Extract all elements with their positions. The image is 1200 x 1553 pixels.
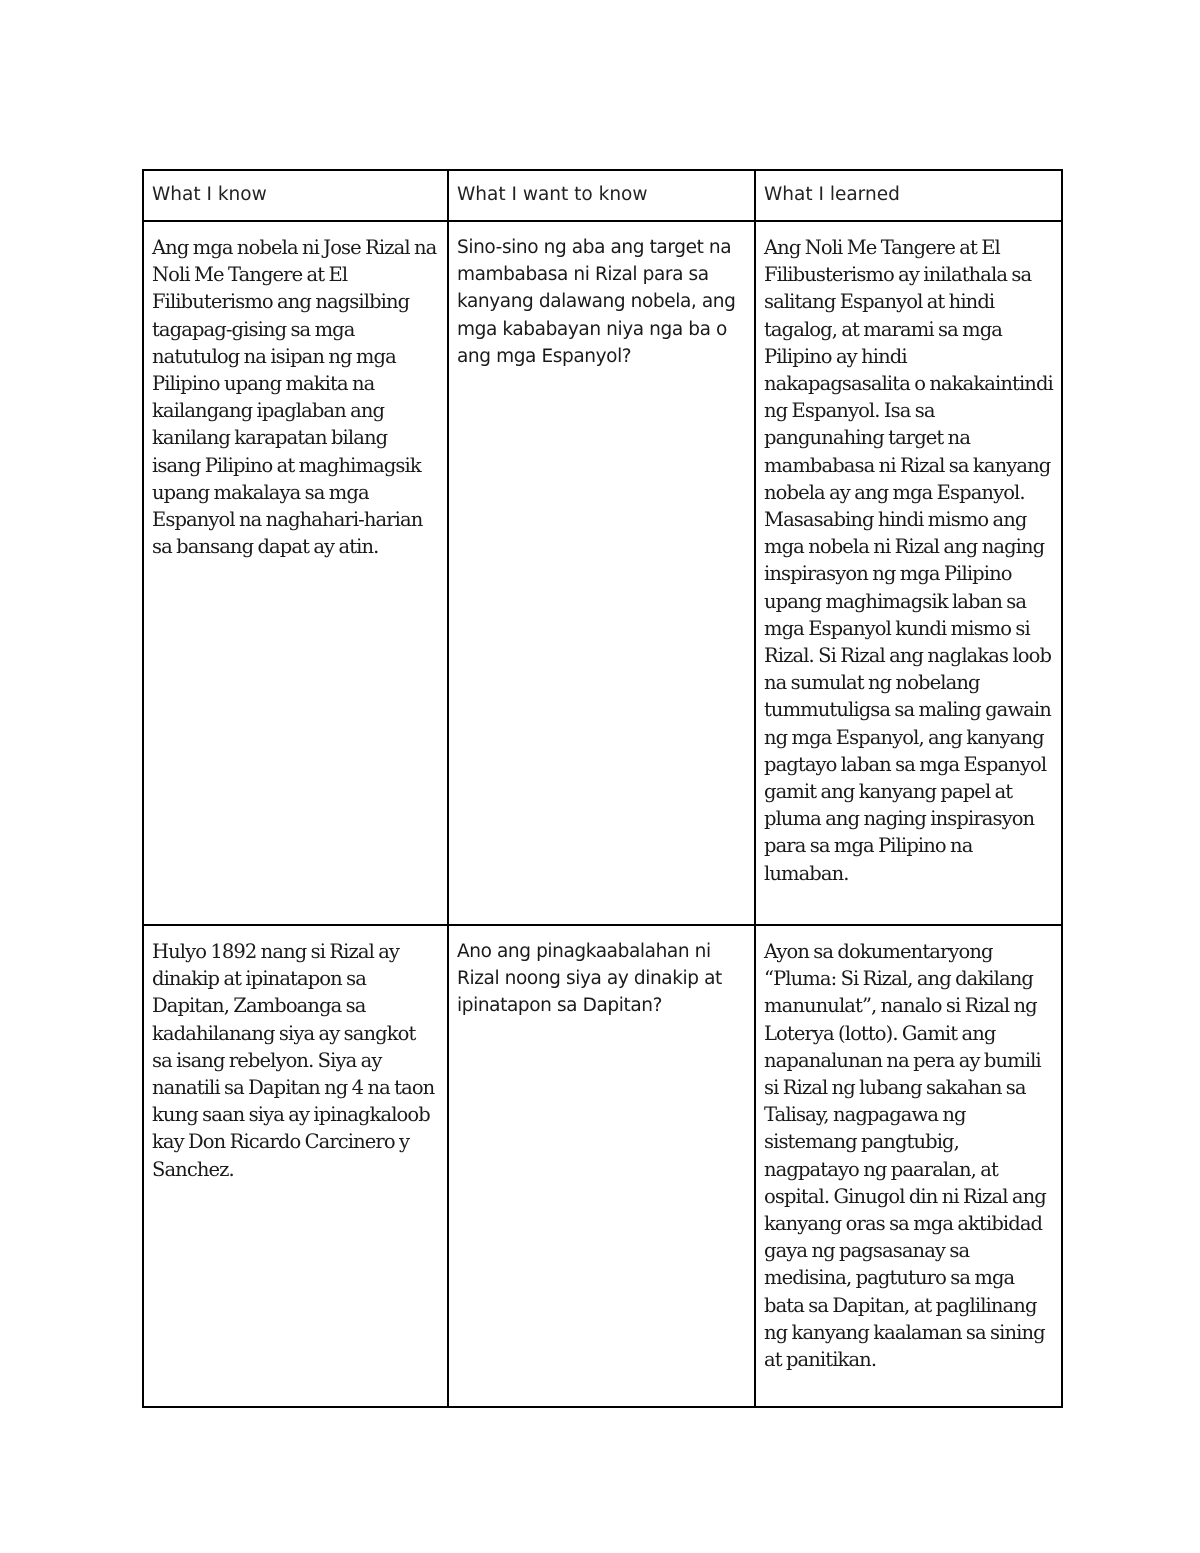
cell-want: Ano ang pinagkaabalahan ni Rizal noong siya ay dinakip at ipinatapon sa Dapitan? (448, 925, 755, 1407)
cell-know: Hulyo 1892 nang si Rizal ay dinakip at ipinatapon sa Dapitan, Zamboanga sa kadahilanang siya ay sangkot sa isang rebelyon. Siya ay nanatili sa Dapitan ng 4 na taon kung saan siya ay ipinagkaloob kay Don Ricardo Carcinero y Sanchez. (143, 925, 448, 1407)
table-row (143, 925, 1062, 1407)
cell-learned: Ang Noli Me Tangere at El Filibusterismo ay inilathala sa salitang Espanyol at hindi tagalog, at marami sa mga Pilipino ay hindi nakapagsasalita o nakakaintindi ng Espanyol. Isa sa pangunahing target na mambabasa ni Rizal sa kanyang nobela ay ang mga Espanyol. Masasabing hindi mismo ang mga nobela ni Rizal ang naging inspirasyon ng mga Pilipino upang maghimagsik laban sa mga Espanyol kundi mismo si Rizal. Si Rizal ang naglakas loob na sumulat ng nobelang tummutuligsa sa maling gawain ng mga Espanyol, ang kanyang pagtayo laban sa mga Espanyol gamit ang kanyang papel at pluma ang naging inspirasyon para sa mga Pilipino na lumaban. (755, 221, 1062, 925)
cell-learned: Ayon sa dokumentaryong “Pluma: Si Rizal, ang dakilang manunulat”, nanalo si Rizal ng Loterya (lotto). Gamit ang napanalunan na pera ay bumili si Rizal ng lubang sakahan sa Talisay, nagpagawa ng sistemang pangtubig, nagpatayo ng paaralan, at ospital. Ginugol din ni Rizal ang kanyang oras sa mga aktibidad gaya ng pagsasanay sa medisina, pagtuturo sa mga bata sa Dapitan, at paglilinang ng kanyang kaalaman sa sining at panitikan. (755, 925, 1062, 1407)
header-what-i-know: What I know (143, 170, 448, 221)
table-row (143, 221, 1062, 925)
table-header-row (143, 170, 1062, 221)
header-what-i-learned: What I learned (755, 170, 1062, 221)
cell-know: Ang mga nobela ni Jose Rizal na Noli Me Tangere at El Filibuterismo ang nagsilbing tagapag-gising sa mga natutulog na isipan ng mga Pilipino upang makita na kailangang ipaglaban ang kanilang karapatan bilang isang Pilipino at maghimagsik upang makalaya sa mga Espanyol na naghahari-harian sa bansang dapat ay atin. (143, 221, 448, 925)
kwl-table (142, 169, 1063, 1408)
cell-want: Sino-sino ng aba ang target na mambabasa ni Rizal para sa kanyang dalawang nobela, ang mga kababayan niya nga ba o ang mga Espanyol? (448, 221, 755, 925)
header-what-i-want-to-know: What I want to know (448, 170, 755, 221)
